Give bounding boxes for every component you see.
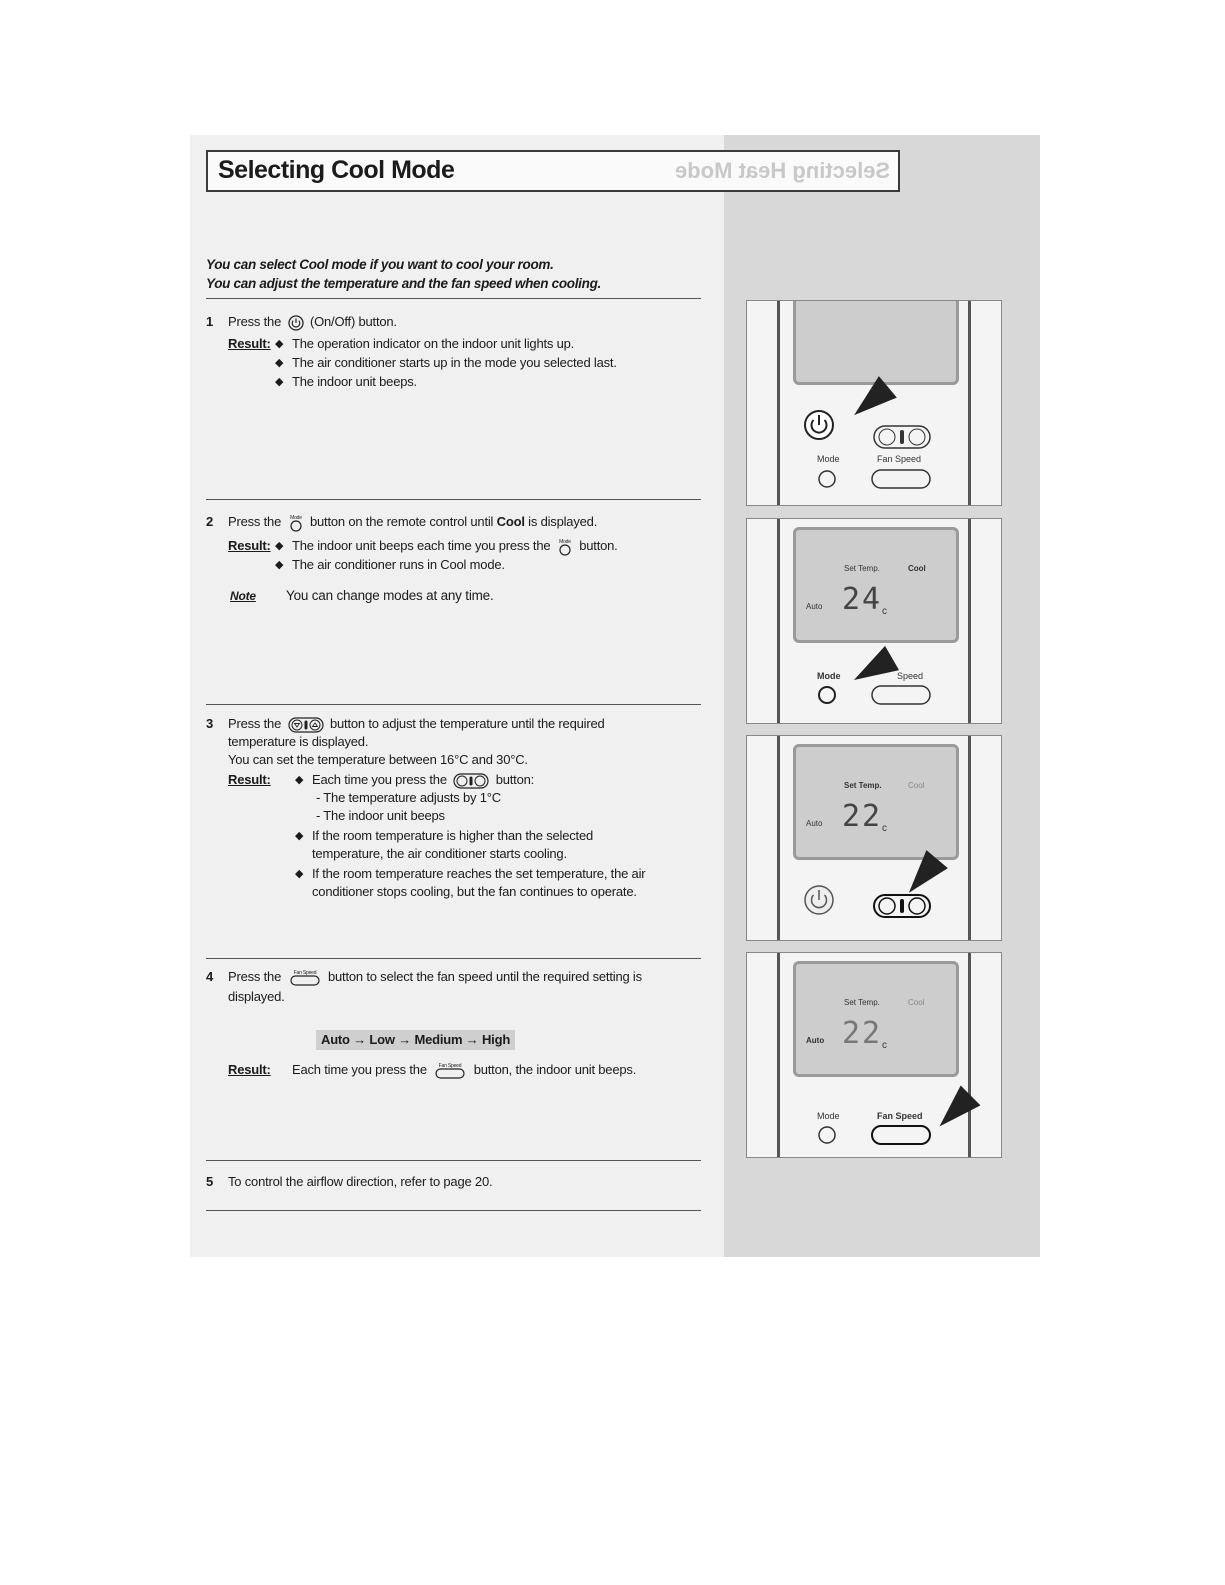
svg-text:Mode: Mode bbox=[289, 514, 302, 521]
bullet-text: button. bbox=[579, 538, 618, 553]
temperature-button-icon bbox=[453, 773, 489, 789]
remote-display bbox=[793, 527, 959, 643]
cool-label: Cool bbox=[908, 998, 925, 1007]
step2-mid: button on the remote control until bbox=[309, 514, 494, 529]
step-number: 2 bbox=[206, 514, 214, 529]
bullet: ◆ The air conditioner runs in Cool mode. bbox=[292, 556, 505, 574]
step-number: 3 bbox=[206, 716, 214, 731]
step3-pre: Press the bbox=[228, 716, 282, 731]
step3-line2: temperature is displayed. bbox=[228, 734, 369, 749]
remote-illustration-fan-speed bbox=[746, 952, 1002, 1158]
bullet-text: button: bbox=[495, 772, 535, 787]
temperature-digits: 24 bbox=[842, 582, 883, 617]
auto-label: Auto bbox=[806, 1036, 825, 1045]
result-pre: Each time you press the bbox=[292, 1062, 427, 1077]
temperature-button-icon bbox=[288, 717, 324, 733]
fan-speed-label: Fan Speed bbox=[877, 1111, 923, 1121]
step-number: 4 bbox=[206, 969, 214, 984]
fan-speed-sequence: Auto → Low → Medium → High bbox=[316, 1030, 515, 1050]
step4-pre: Press the bbox=[228, 969, 282, 984]
power-icon bbox=[803, 884, 835, 916]
bullet: ◆ The air conditioner starts up in the mode you selected last. bbox=[292, 354, 617, 372]
remote-display bbox=[793, 300, 959, 385]
mode-button-icon bbox=[817, 469, 837, 489]
mode-button-icon bbox=[817, 1125, 837, 1145]
divider bbox=[206, 958, 701, 959]
title-box bbox=[206, 150, 900, 192]
mode-button-icon bbox=[817, 685, 837, 705]
intro-line-2: You can adjust the temperature and the fan speed when cooling. bbox=[206, 276, 601, 291]
cool-label: Cool bbox=[908, 564, 926, 573]
svg-text:Fan Speed: Fan Speed bbox=[293, 969, 316, 976]
temperature-button-icon bbox=[873, 425, 931, 449]
step2-post: is displayed. bbox=[528, 514, 598, 529]
remote-edge bbox=[968, 519, 971, 723]
sub-item: - The temperature adjusts by 1°C bbox=[316, 790, 501, 805]
bullet-text: Each time you press the bbox=[312, 772, 447, 787]
mode-button-icon bbox=[557, 538, 573, 556]
intro-line-1: You can select Cool mode if you want to cool your room. bbox=[206, 257, 554, 272]
auto-label: Auto bbox=[806, 819, 823, 828]
divider bbox=[206, 499, 701, 500]
bullet-text: The indoor unit beeps each time you press the bbox=[292, 538, 551, 553]
result-label: Result: bbox=[228, 1062, 271, 1077]
svg-text:Mode: Mode bbox=[558, 538, 571, 545]
step-3 bbox=[206, 715, 711, 905]
bullet: ◆ If the room temperature is higher than the selected bbox=[312, 827, 593, 845]
step4-post: button to select the fan speed until the required setting is bbox=[327, 969, 642, 984]
sub-item: - The indoor unit beeps bbox=[316, 808, 445, 823]
step2-pre: Press the bbox=[228, 514, 282, 529]
step3-line3: You can set the temperature between 16°C and 30°C. bbox=[228, 752, 528, 767]
fan-speed-label: Fan Speed bbox=[877, 454, 922, 464]
page-title: Selecting Cool Mode bbox=[218, 156, 455, 184]
step-2 bbox=[206, 513, 711, 613]
step-number: 5 bbox=[206, 1174, 214, 1189]
step-number: 1 bbox=[206, 314, 214, 329]
set-temp-label: Set Temp. bbox=[844, 998, 880, 1007]
mode-label: Mode bbox=[817, 1111, 840, 1121]
remote-illustration-power bbox=[746, 300, 1002, 506]
bullet: ◆ The operation indicator on the indoor unit lights up. bbox=[292, 335, 574, 353]
mode-button-icon bbox=[288, 514, 304, 532]
bullet bbox=[292, 537, 618, 556]
step4-line2: displayed. bbox=[228, 989, 285, 1004]
fan-speed-button-icon bbox=[433, 1062, 467, 1080]
divider bbox=[206, 298, 701, 299]
unit-label: c bbox=[882, 1040, 887, 1051]
step2-cool: Cool bbox=[496, 514, 525, 529]
step5-text: To control the airflow direction, refer to page 20. bbox=[228, 1174, 493, 1189]
step-4 bbox=[206, 968, 711, 1078]
set-temp-label: Set Temp. bbox=[844, 564, 880, 573]
step1-post: (On/Off) button. bbox=[309, 314, 397, 329]
note-badge: Note bbox=[230, 589, 256, 603]
result-label: Result: bbox=[228, 538, 271, 553]
result-label: Result: bbox=[228, 772, 271, 787]
result-text bbox=[292, 1061, 636, 1080]
remote-edge bbox=[777, 519, 780, 723]
remote-edge bbox=[777, 301, 780, 505]
bullet-continuation: conditioner stops cooling, but the fan continues to operate. bbox=[312, 884, 637, 899]
remote-display bbox=[793, 961, 959, 1077]
remote-edge bbox=[968, 953, 971, 1157]
remote-edge bbox=[777, 953, 780, 1157]
auto-label: Auto bbox=[806, 602, 823, 611]
pointer-arrow-icon bbox=[930, 1086, 981, 1137]
unit-label: c bbox=[882, 823, 887, 834]
cool-label: Cool bbox=[908, 781, 925, 790]
step-1 bbox=[206, 313, 711, 393]
remote-edge bbox=[777, 736, 780, 940]
unit-label: c bbox=[882, 606, 887, 617]
svg-text:Fan Speed: Fan Speed bbox=[438, 1062, 462, 1069]
step3-post: button to adjust the temperature until the required bbox=[329, 716, 605, 731]
remote-edge bbox=[968, 736, 971, 940]
temperature-digits: 22 bbox=[842, 799, 883, 834]
step-5 bbox=[206, 1173, 711, 1195]
remote-edge bbox=[968, 301, 971, 505]
note-text: You can change modes at any time. bbox=[286, 588, 494, 603]
temperature-digits: 22 bbox=[842, 1016, 883, 1051]
power-icon bbox=[803, 409, 835, 441]
bullet: ◆ The indoor unit beeps. bbox=[292, 373, 417, 391]
step1-pre: Press the bbox=[228, 314, 282, 329]
manual-page bbox=[190, 135, 1040, 1257]
divider bbox=[206, 704, 701, 705]
divider bbox=[206, 1160, 701, 1161]
result-label: Result: bbox=[228, 336, 271, 351]
remote-illustration-temperature bbox=[746, 735, 1002, 941]
power-icon bbox=[288, 315, 304, 331]
bullet-continuation: temperature, the air conditioner starts cooling. bbox=[312, 846, 567, 861]
remote-illustration-mode bbox=[746, 518, 1002, 724]
fan-speed-button-icon bbox=[871, 469, 931, 489]
divider bbox=[206, 1210, 701, 1211]
set-temp-label: Set Temp. bbox=[844, 781, 882, 790]
fan-speed-button-icon bbox=[871, 685, 931, 705]
remote-display bbox=[793, 744, 959, 860]
result-post: button, the indoor unit beeps. bbox=[473, 1062, 637, 1077]
bullet bbox=[312, 771, 534, 789]
mode-label: Mode bbox=[817, 671, 841, 681]
fan-speed-button-icon bbox=[871, 1125, 931, 1145]
fan-speed-label: Speed bbox=[897, 671, 924, 681]
mode-label: Mode bbox=[817, 454, 840, 464]
bullet: ◆ If the room temperature reaches the set temperature, the air bbox=[312, 865, 645, 883]
bleed-through-text: Selecting Heat Mode bbox=[674, 158, 890, 183]
intro bbox=[206, 255, 601, 293]
